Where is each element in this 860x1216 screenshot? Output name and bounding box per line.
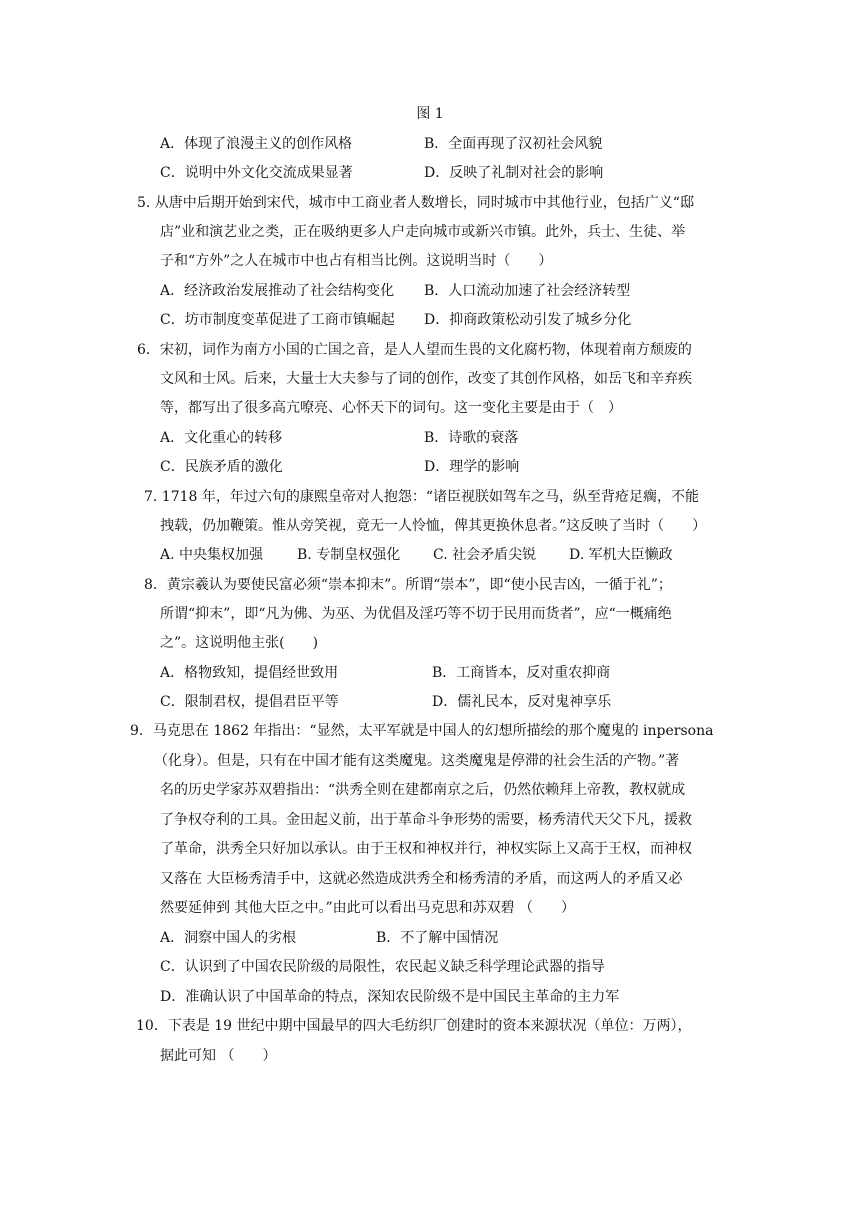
q8-stem-line-1: 8．黄宗羲认为要使民富必须“崇本抑末”。所谓“崇本”，即“使小民吉凶，一循于礼”； [144, 577, 672, 593]
q8-stem-line-3: 之”。这说明他主张( ) [160, 635, 319, 651]
q10-stem-line-1: 10．下表是 19 世纪中期中国最早的四大毛纺织厂创建时的资本来源状况（单位：万两）， [136, 1018, 692, 1034]
figure-caption: 图 1 [416, 106, 444, 122]
q8-option-b: B．工商皆本，反对重农抑商 [432, 665, 611, 681]
q8-option-c: C．限制君权，提倡君臣平等 [160, 694, 339, 710]
q6-option-c: C．民族矛盾的激化 [160, 459, 283, 475]
q7-option-c: C. 社会矛盾尖锐 [433, 547, 537, 563]
q5-stem-line-3: 子和“方外”之人在城市中也占有相当比例。这说明当时（ ） [160, 253, 553, 269]
q5-stem-line-1: 5. 从唐中后期开始到宋代，城市中工商业者人数增长，同时城市中其他行业，包括广义“邸 [137, 195, 694, 211]
q9-option-b: B．不了解中国情况 [376, 930, 499, 946]
q4-option-d: D．反映了礼制对社会的影响 [424, 165, 604, 181]
q9-option-c: C．认识到了中国农民阶级的局限性，农民起义缺乏科学理论武器的指导 [160, 959, 605, 975]
q4-option-c: C．说明中外文化交流成果显著 [160, 165, 353, 181]
q7-option-b: B. 专制皇权强化 [297, 547, 401, 563]
q7-stem-line-2: 拽载，仍加鞭策。惟从旁笑视，竟无一人怜恤，俾其更换休息者。”这反映了当时（ ） [160, 518, 707, 534]
q10-stem-line-2: 据此可知 （ ） [160, 1048, 277, 1064]
q9-stem-line-4: 了争权夺利的工具。金田起义前，出于革命斗争形势的需要，杨秀清代天父下凡，援救 [160, 812, 692, 828]
q4-option-a: A．体现了浪漫主义的创作风格 [160, 136, 353, 152]
q9-stem-line-3: 名的历史学家苏双碧指出：“洪秀全则在建都南京之后，仍然依赖拜上帝教，教权就成 [160, 782, 686, 798]
q5-stem-line-2: 店”业和演艺业之类，正在吸纳更多人户走向城市或新兴市镇。此外，兵士、生徒、举 [160, 224, 686, 240]
q8-option-a: A．格物致知，提倡经世致用 [160, 665, 339, 681]
q6-option-d: D．理学的影响 [424, 459, 520, 475]
q9-stem-line-6: 又落在 大臣杨秀清手中，这就必然造成洪秀全和杨秀清的矛盾，而这两人的矛盾又必 [160, 871, 683, 887]
q7-option-d: D. 军机大臣懒政 [569, 547, 673, 563]
q9-option-a: A．洞察中国人的劣根 [160, 930, 297, 946]
q6-stem-line-2: 文风和士风。后来，大量士大夫参与了词的创作，改变了其创作风格，如岳飞和辛弃疾 [160, 371, 692, 387]
q6-stem-line-1: 6．宋初，词作为南方小国的亡国之音，是人人望而生畏的文化腐朽物，体现着南方颓废的 [137, 342, 692, 358]
q8-stem-line-2: 所谓“抑末”，即“凡为佛、为巫、为优倡及淫巧等不切于民用而货者”，应“一概痛绝 [160, 606, 672, 622]
q9-stem-line-1: 9．马克思在 1862 年指出：“显然，太平军就是中国人的幻想所描绘的那个魔鬼的 inpersona [130, 723, 714, 739]
q7-stem-line-1: 7. 1718 年，年过六旬的康熙皇帝对人抱怨：“诸臣视朕如驾车之马，纵至背疮足瘸，不能 [144, 489, 700, 505]
q5-option-c: C．坊市制度变革促进了工商市镇崛起 [160, 312, 395, 328]
q5-option-a: A．经济政治发展推动了社会结构变化 [160, 283, 395, 299]
q8-option-d: D．儒礼民本，反对鬼神享乐 [432, 694, 612, 710]
q9-stem-line-5: 了革命，洪秀全只好加以承认。由于王权和神权并行，神权实际上又高于王权，而神权 [160, 841, 692, 857]
q5-option-d: D．抑商政策松动引发了城乡分化 [424, 312, 632, 328]
q6-option-b: B．诗歌的衰落 [424, 430, 519, 446]
q6-option-a: A．文化重心的转移 [160, 430, 283, 446]
q6-stem-line-3: 等，都写出了很多高亢嘹亮、心怀天下的词句。这一变化主要是由于（ ） [160, 400, 622, 416]
q9-stem-line-2: （化身）。但是，只有在中国才能有这类魔鬼。这类魔鬼是停滞的社会生活的产物。”著 [154, 753, 680, 769]
q5-option-b: B．人口流动加速了社会经济转型 [424, 283, 631, 299]
q9-stem-line-7: 然要延伸到 其他大臣之中。”由此可以看出马克思和苏双碧 （ ） [160, 900, 576, 916]
q4-option-b: B．全面再现了汉初社会风貌 [424, 136, 603, 152]
q9-option-d: D．准确认识了中国革命的特点，深知农民阶级不是中国民主革命的主力军 [160, 989, 620, 1005]
q7-option-a: A. 中央集权加强 [160, 547, 264, 563]
